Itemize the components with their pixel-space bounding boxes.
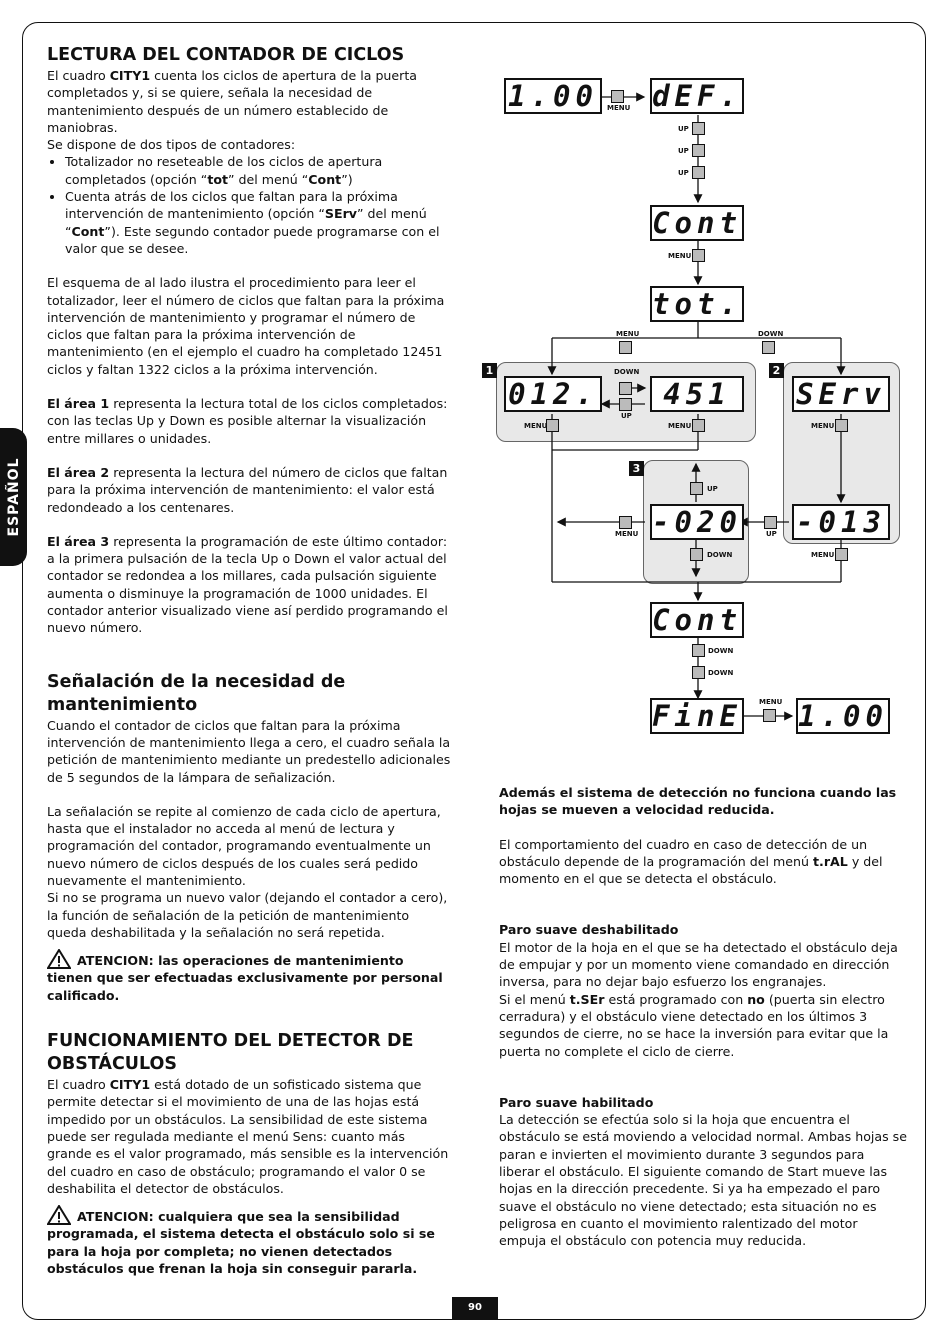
display-cont-2: Cont [650,602,744,638]
paragraph: El área 1 representa la lectura total de los ciclos completados: con las teclas Up y Down es posible alternar la visualización entre millares o unidades. [47,396,448,446]
list-item: • Totalizador no reseteable de los ciclos de apertura completados (opción “tot” del menú “Cont”) [65,153,452,188]
paragraph: El cuadro CITY1 está dotado de un sofisticado sistema que permite detectar si el movimiento de una de las hojas está impedido por un obstáculos. La sensibilidad de este sistema puede ser regulada mediante el menú Sens: cuanto más grande es el valor programado, más sensible es la intervención del cuadro en caso de obstáculo; programando el valor 0 se deshabilita el detector de obstáculos. [47,1077,449,1196]
display-program-value: -020 [650,504,744,540]
display-version: 1.00 [504,78,602,114]
menu-label: MENU [668,252,692,260]
menu-button[interactable] [835,419,848,432]
warning-maintenance: ATENCION: las operaciones de mantenimiento tienen que ser efectuadas exclusivamente por personal calificado. [47,949,452,1004]
up-button[interactable] [690,482,703,495]
display-tot: tot. [650,286,744,322]
down-label: DOWN [758,330,784,338]
down-label: DOWN [707,551,733,559]
section-title-counter: LECTURA DEL CONTADOR DE CICLOS [47,45,405,65]
paragraph: Cuando el contador de ciclos que faltan para la próxima intervención de mantenimiento llega a cero, el cuadro señala la petición de mantenimiento mediante un predestello adicionales de 5 segundos de la lámpara de señalización. [47,717,451,785]
menu-label: MENU [524,422,548,430]
down-label: DOWN [708,669,734,677]
counter-types-list [47,153,452,257]
up-button[interactable] [764,516,777,529]
up-label: UP [678,125,689,133]
display-cont: Cont [650,205,744,241]
down-button[interactable] [690,548,703,561]
up-label: UP [678,169,689,177]
paragraph: El motor de la hoja en el que se ha detectado el obstáculo deja de empujar y por un momento viene comandado en dirección inversa, para no dejar bajo esfuerzo los engranajes. [499,939,898,990]
list-item: • Cuenta atrás de los ciclos que faltan para la próxima intervención de mantenimiento (opción “SErv” del menú “Cont”). Este segundo contador puede programarse con el valor que se desee. [65,188,452,257]
paragraph: El comportamiento del cuadro en caso de detección de un obstáculo depende de la programación del menú t.rAL y del momento en el que se detecta el obstáculo. [499,836,883,887]
menu-button[interactable] [611,90,624,103]
display-version-2: 1.00 [796,698,890,734]
subheading-soft-stop-on: Paro suave habilitado [499,1094,654,1110]
menu-label: MENU [759,698,783,706]
up-button[interactable] [692,166,705,179]
paragraph: Además el sistema de detección no funciona cuando las hojas se mueven a velocidad reducida. [499,785,897,818]
paragraph: El cuadro CITY1 cuenta los ciclos de apertura de la puerta completados y, si se quiere, señala la necesidad de mantenimiento después de un número establecido de maniobras. [47,68,417,135]
up-label: UP [621,412,632,420]
page-number: 90 [452,1297,498,1319]
menu-label: MENU [616,330,640,338]
menu-button[interactable] [763,709,776,722]
paragraph: La señalación se repite al comienzo de cada ciclo de apertura, hasta que el instalador no acceda al menú de lectura y programación del contador, programando eventualmente un nuevo número de ciclos después de los cuales será pedido nuevamente el mantenimiento. [47,803,441,888]
menu-button[interactable] [692,249,705,262]
up-label: UP [707,485,718,493]
left-column [47,44,452,1277]
menu-button[interactable] [619,341,632,354]
paragraph: Se dispone de dos tipos de contadores: [47,137,296,153]
area-1-number: 1 [482,363,497,378]
subheading-soft-stop-off: Paro suave deshabilitado [499,922,679,938]
display-def: dEF. [650,78,744,114]
language-tab: ESPAÑOL [0,428,27,566]
display-remaining: -013 [792,504,890,540]
section-title-maintenance: Señalación de la necesidad de mantenimiento [47,671,346,715]
display-thousands: 012. [504,376,602,412]
up-button[interactable] [619,398,632,411]
paragraph: El esquema de al lado ilustra el procedimiento para leer el totalizador, leer el número de ciclos que faltan para la próxima intervención de mantenimiento y programar el número de ciclos que faltan para la próxima intervención de mantenimiento (en el ejemplo el cuadro ha completado 12451 ciclos y faltan 1322 ciclos a la próxima intervención. [47,275,445,377]
menu-label: MENU [615,530,639,538]
menu-button[interactable] [692,419,705,432]
display-fine: FinE [650,698,744,734]
down-button[interactable] [619,382,632,395]
display-units: 451 [650,376,744,412]
menu-label: MENU [811,551,835,559]
menu-button[interactable] [835,548,848,561]
menu-label: MENU [811,422,835,430]
down-button[interactable] [692,644,705,657]
menu-button[interactable] [546,419,559,432]
menu-label: MENU [607,104,631,112]
menu-button[interactable] [619,516,632,529]
down-button[interactable] [692,666,705,679]
warning-icon [47,1205,71,1225]
down-button[interactable] [762,341,775,354]
paragraph: El área 2 representa la lectura del número de ciclos que faltan para la próxima intervención de mantenimiento: el valor está redondeado a los centenares. [47,464,448,515]
down-label: DOWN [614,368,640,376]
down-label: DOWN [708,647,734,655]
paragraph: El área 3 representa la programación de este último contador: a la primera pulsación de la tecla Up o Down el valor actual del contador se redondea a los millares, cada pulsación siguiente aumenta o disminuye la programación de 1000 unidades. El contador anterior visualizado viene así perdido programando el nuevo número. [47,533,448,636]
up-label: UP [678,147,689,155]
area-2-number: 2 [769,363,784,378]
up-button[interactable] [692,122,705,135]
paragraph: Si el menú t.SEr está programado con no (puerta sin electro cerradura) y el obstáculo viene detectado en los últimos 3 segundos de cierre, no se hace la inversión para evitar que la puerta no complete el ciclo de cierre. [499,991,889,1059]
up-button[interactable] [692,144,705,157]
counter-menu-diagram [480,60,920,750]
paragraph: La detección se efectúa solo si la hoja que encuentra el obstáculo se está moviendo a velocidad normal. Ambas hojas se paran e invierten el movimiento durante 3 segundos para liberar el obstáculo. El siguiente comando de Start mueve las hojas en la dirección precedente. Si ya ha empezado el paro suave el obstáculo no viene detectado; esta situación no es peligrosa en cuanto el movimiento ralentizado del motor empuja el obstáculo con potencia muy reducida. [499,1112,907,1249]
warning-sensitivity: ATENCION: cualquiera que sea la sensibilidad programada, el sistema detecta el obstáculo solo si se para la hoja por completa; no vienen detectados obstáculos que frenan la hoja sin conseguir pararla. [47,1205,452,1277]
menu-label: MENU [668,422,692,430]
section-title-obstacle: FUNCIONAMIENTO DEL DETECTOR DE OBSTÁCULOS [47,1031,414,1075]
warning-icon [47,949,71,969]
paragraph: Si no se programa un nuevo valor (dejando el contador a cero), la función de señalación de la petición de mantenimiento queda deshabilitada y la señalación no será repetida. [47,890,448,940]
area-3-number: 3 [629,461,644,476]
up-label: UP [766,530,777,538]
display-serv: SErv [792,376,890,412]
right-column [499,784,907,1250]
